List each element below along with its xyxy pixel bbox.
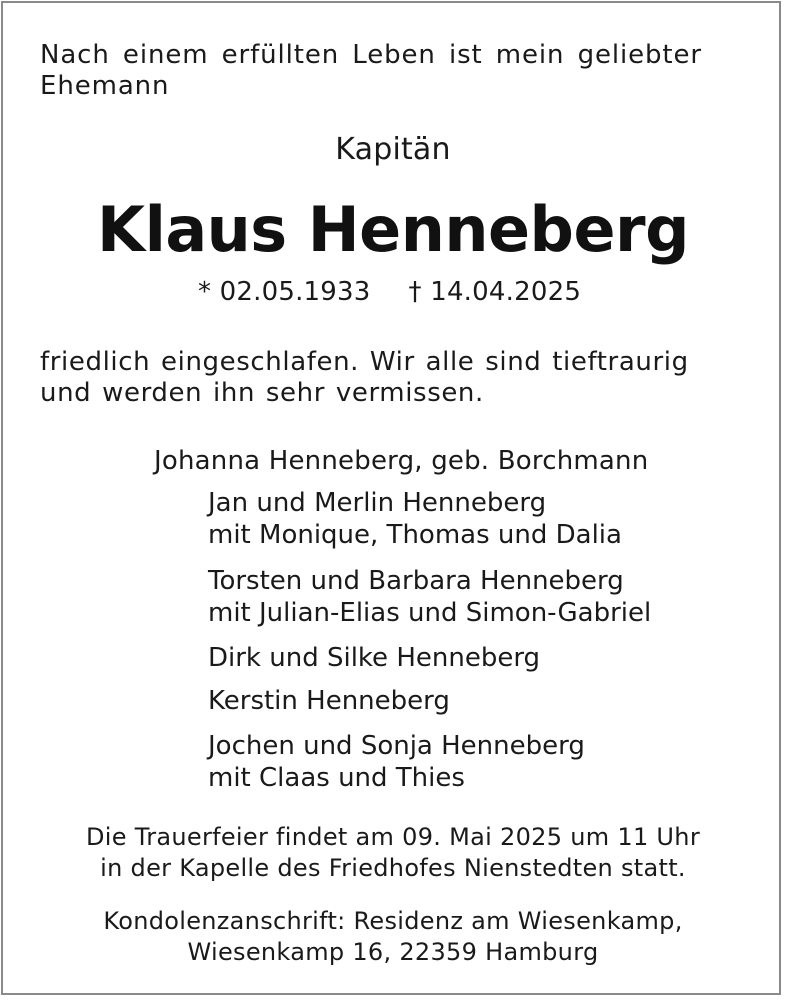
closing-line-2: und werden ihn sehr vermissen. — [40, 378, 484, 408]
family-entry-line-1: Kerstin Henneberg — [208, 686, 450, 716]
family-entry-line-1: Dirk und Silke Henneberg — [208, 643, 541, 673]
family-entry-line-2: mit Julian-Elias und Simon-Gabriel — [208, 598, 652, 628]
deceased-title: Kapitän — [335, 132, 451, 167]
condolence-address — [0, 906, 786, 968]
closing-line-1: friedlich eingeschlafen. Wir alle sind tieftraurig — [40, 347, 689, 377]
family-entry — [208, 730, 585, 794]
closing-text — [40, 347, 689, 409]
family-entry-line-2: mit Monique, Thomas und Dalia — [208, 520, 622, 550]
family-entry — [208, 565, 651, 629]
intro-line-2: Ehemann — [40, 71, 170, 101]
widow-name: Johanna Henneberg, geb. Borchmann — [154, 446, 649, 476]
service-line-2: in der Kapelle des Friedhofes Nienstedten statt. — [100, 854, 686, 882]
family-entry — [208, 685, 450, 717]
family-entry-line-1: Jochen und Sonja Henneberg — [208, 731, 585, 761]
family-entry — [208, 487, 622, 551]
funeral-service-info — [0, 822, 786, 884]
service-line-1: Die Trauerfeier findet am 09. Mai 2025 um 11 Uhr — [86, 823, 700, 851]
family-entry-line-1: Jan und Merlin Henneberg — [208, 488, 547, 518]
condolence-line-2: Wiesenkamp 16, 22359 Hamburg — [187, 938, 599, 966]
intro-line-1: Nach einem erfüllten Leben ist mein geliebter — [40, 40, 703, 70]
deceased-name: Klaus Henneberg — [97, 193, 689, 266]
intro-text — [40, 40, 702, 102]
condolence-line-1: Kondolenzanschrift: Residenz am Wiesenkamp, — [103, 907, 683, 935]
birth-date: * 02.05.1933 — [198, 277, 371, 307]
family-entry — [208, 642, 540, 674]
family-entry-line-1: Torsten und Barbara Henneberg — [208, 566, 624, 596]
death-date: † 14.04.2025 — [408, 277, 582, 307]
family-entry-line-2: mit Claas und Thies — [208, 763, 465, 793]
life-dates — [198, 276, 581, 308]
